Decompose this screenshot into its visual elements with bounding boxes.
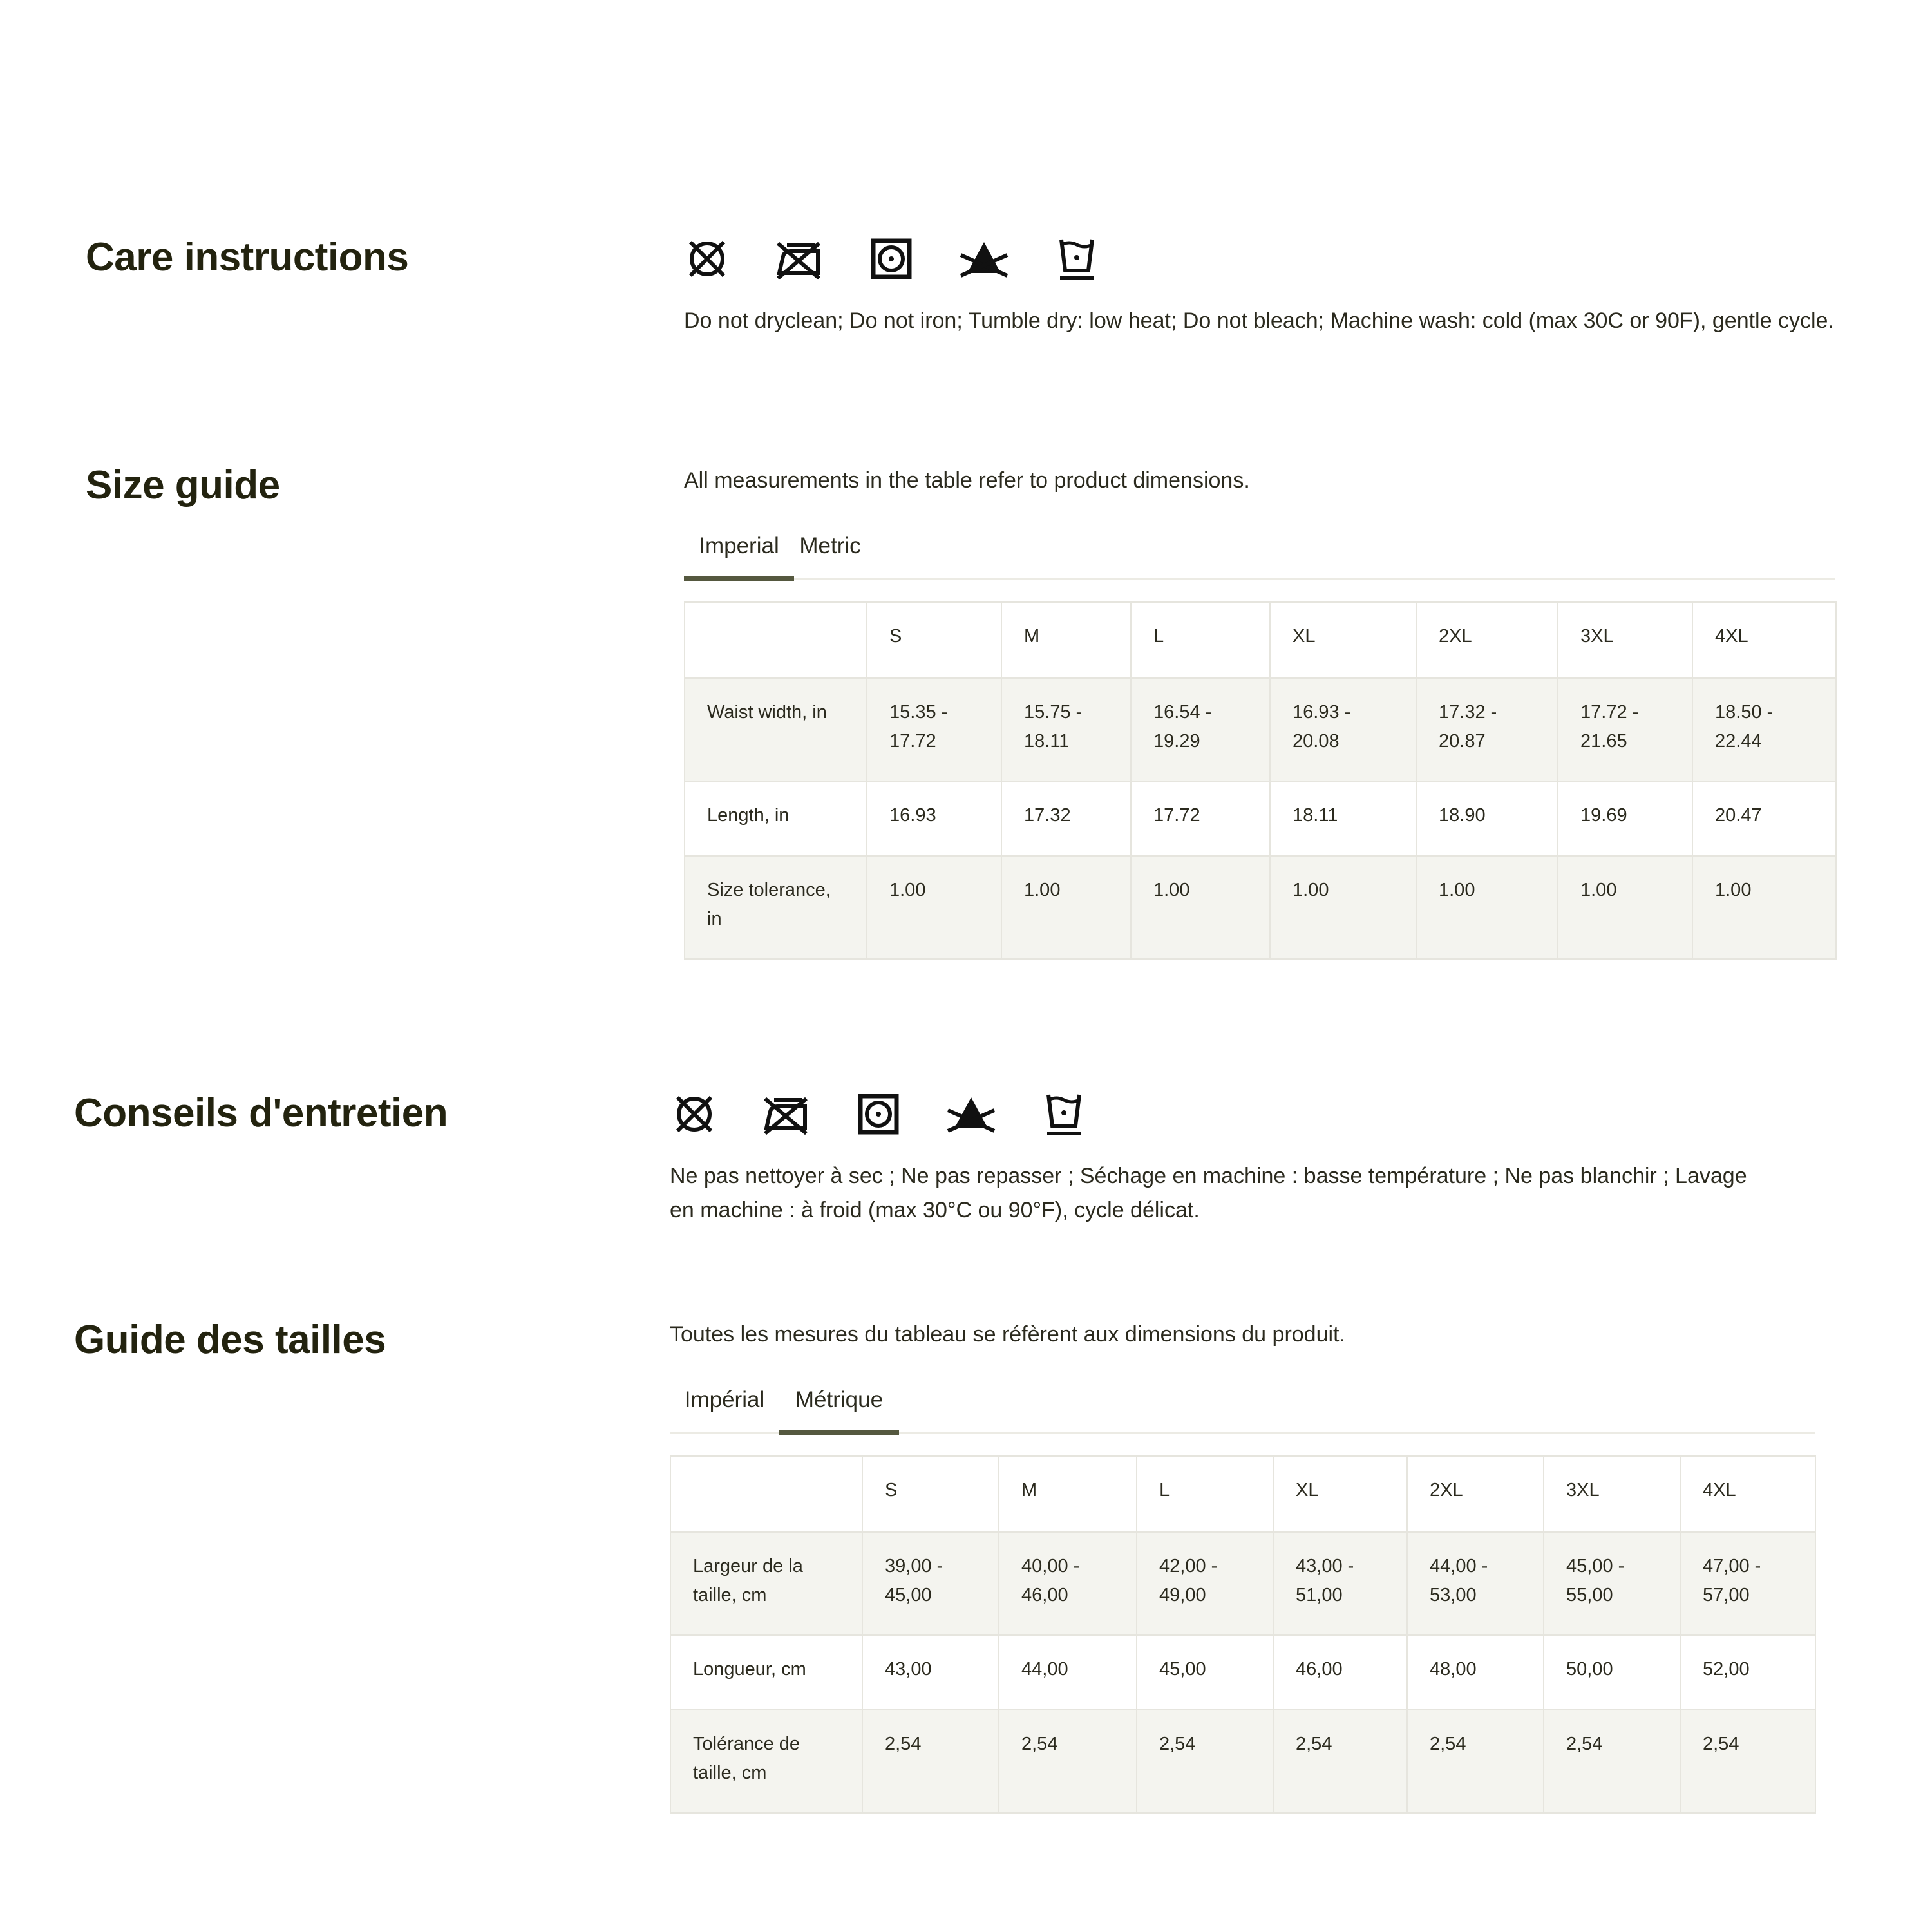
size-guide-description: All measurements in the table refer to product dimensions. [684, 468, 1250, 493]
table-cell: 2,54 [1680, 1710, 1815, 1813]
table-header-row [685, 602, 1836, 678]
row-label: Longueur, cm [670, 1635, 862, 1710]
table-cell: 17.72 [1131, 781, 1270, 856]
care-icons-fr [668, 1088, 1087, 1140]
size-table-fr [670, 1455, 1816, 1814]
table-cell: 45,00 - 55,00 [1544, 1532, 1680, 1635]
tab-metric[interactable]: Metric [799, 533, 861, 558]
table-cell: 43,00 [862, 1635, 999, 1710]
table-cell: 18.11 [1270, 781, 1416, 856]
table-header-cell: 2XL [1407, 1456, 1544, 1532]
tab-metric-fr[interactable]: Métrique [779, 1382, 899, 1434]
table-row [670, 1635, 1815, 1710]
table-cell: 43,00 - 51,00 [1273, 1532, 1407, 1635]
table-cell: 47,00 - 57,00 [1680, 1532, 1815, 1635]
table-cell: 15.35 - 17.72 [867, 678, 1001, 781]
table-header-cell: 4XL [1680, 1456, 1815, 1532]
size-unit-tabs-fr [670, 1382, 1815, 1434]
table-cell: 1.00 [1416, 856, 1558, 959]
table-cell: 48,00 [1407, 1635, 1544, 1710]
size-guide-description-fr: Toutes les mesures du tableau se réfèrent aux dimensions du produit. [670, 1322, 1345, 1347]
table-cell: 19.69 [1558, 781, 1692, 856]
row-label: Length, in [685, 781, 867, 856]
table-cell: 17.32 [1001, 781, 1131, 856]
table-cell: 39,00 - 45,00 [862, 1532, 999, 1635]
table-cell: 2,54 [1273, 1710, 1407, 1813]
table-header-cell: S [862, 1456, 999, 1532]
table-row [670, 1532, 1815, 1635]
no-dryclean-icon [668, 1088, 720, 1140]
no-iron-icon [760, 1088, 811, 1140]
table-cell: 46,00 [1273, 1635, 1407, 1710]
table-cell: 2,54 [1137, 1710, 1273, 1813]
table-cell: 2,54 [999, 1710, 1137, 1813]
table-cell: 15.75 - 18.11 [1001, 678, 1131, 781]
table-cell: 50,00 [1544, 1635, 1680, 1710]
tumble-dry-low-icon [866, 233, 917, 285]
table-cell: 16.93 [867, 781, 1001, 856]
row-label: Largeur de la taille, cm [670, 1532, 862, 1635]
row-label: Tolérance de taille, cm [670, 1710, 862, 1813]
size-guide-title-fr: Guide des tailles [74, 1318, 386, 1362]
table-cell: 2,54 [1407, 1710, 1544, 1813]
table-header-cell [670, 1456, 862, 1532]
no-bleach-icon [945, 1088, 997, 1140]
table-cell: 44,00 - 53,00 [1407, 1532, 1544, 1635]
table-row [685, 856, 1836, 959]
table-cell: 44,00 [999, 1635, 1137, 1710]
machine-wash-cold-icon [1038, 1088, 1090, 1140]
table-header-cell: L [1137, 1456, 1273, 1532]
care-instructions-title: Care instructions [86, 235, 409, 279]
no-iron-icon [773, 233, 824, 285]
care-instructions-text-fr: Ne pas nettoyer à sec ; Ne pas repasser ; Séchage en machine : basse température ; Ne pas blanchir ; Lavage en machine : à froid (max 30°C ou 90°F), cycle délicat. [670, 1164, 1747, 1222]
table-header-cell: XL [1273, 1456, 1407, 1532]
table-header-cell: M [1001, 602, 1131, 678]
table-cell: 1.00 [1558, 856, 1692, 959]
size-unit-tabs [684, 528, 1835, 580]
table-cell: 2,54 [862, 1710, 999, 1813]
table-cell: 18.50 - 22.44 [1692, 678, 1836, 781]
table-header-cell: M [999, 1456, 1137, 1532]
machine-wash-cold-icon [1051, 233, 1103, 285]
tab-imperial-fr[interactable]: Impérial [684, 1387, 765, 1412]
care-instructions-text: Do not dryclean; Do not iron; Tumble dry: low heat; Do not bleach; Machine wash: cold (max 30C or 90F), gentle cycle. [684, 308, 1834, 333]
row-label: Waist width, in [685, 678, 867, 781]
table-cell: 20.47 [1692, 781, 1836, 856]
table-row [685, 781, 1836, 856]
row-label: Size tolerance, in [685, 856, 867, 959]
table-cell: 18.90 [1416, 781, 1558, 856]
size-table [684, 601, 1837, 960]
table-header-cell: L [1131, 602, 1270, 678]
table-cell: 52,00 [1680, 1635, 1815, 1710]
table-header-cell: 3XL [1544, 1456, 1680, 1532]
care-icons [681, 233, 1100, 285]
table-cell: 40,00 - 46,00 [999, 1532, 1137, 1635]
table-row [685, 678, 1836, 781]
size-guide-title: Size guide [86, 463, 280, 507]
table-cell: 42,00 - 49,00 [1137, 1532, 1273, 1635]
table-cell: 1.00 [867, 856, 1001, 959]
table-cell: 1.00 [1692, 856, 1836, 959]
table-cell: 1.00 [1001, 856, 1131, 959]
table-header-row [670, 1456, 1815, 1532]
table-cell: 17.72 - 21.65 [1558, 678, 1692, 781]
table-header-cell: 2XL [1416, 602, 1558, 678]
table-cell: 16.93 - 20.08 [1270, 678, 1416, 781]
table-cell: 45,00 [1137, 1635, 1273, 1710]
table-cell: 17.32 - 20.87 [1416, 678, 1558, 781]
table-cell: 2,54 [1544, 1710, 1680, 1813]
table-cell: 16.54 - 19.29 [1131, 678, 1270, 781]
table-header-cell [685, 602, 867, 678]
table-header-cell: XL [1270, 602, 1416, 678]
tab-imperial[interactable]: Imperial [684, 528, 794, 580]
table-cell: 1.00 [1270, 856, 1416, 959]
table-cell: 1.00 [1131, 856, 1270, 959]
table-row [670, 1710, 1815, 1813]
tumble-dry-low-icon [853, 1088, 904, 1140]
no-bleach-icon [958, 233, 1010, 285]
table-header-cell: 3XL [1558, 602, 1692, 678]
no-dryclean-icon [681, 233, 733, 285]
table-header-cell: S [867, 602, 1001, 678]
table-header-cell: 4XL [1692, 602, 1836, 678]
care-instructions-title-fr: Conseils d'entretien [74, 1091, 448, 1135]
